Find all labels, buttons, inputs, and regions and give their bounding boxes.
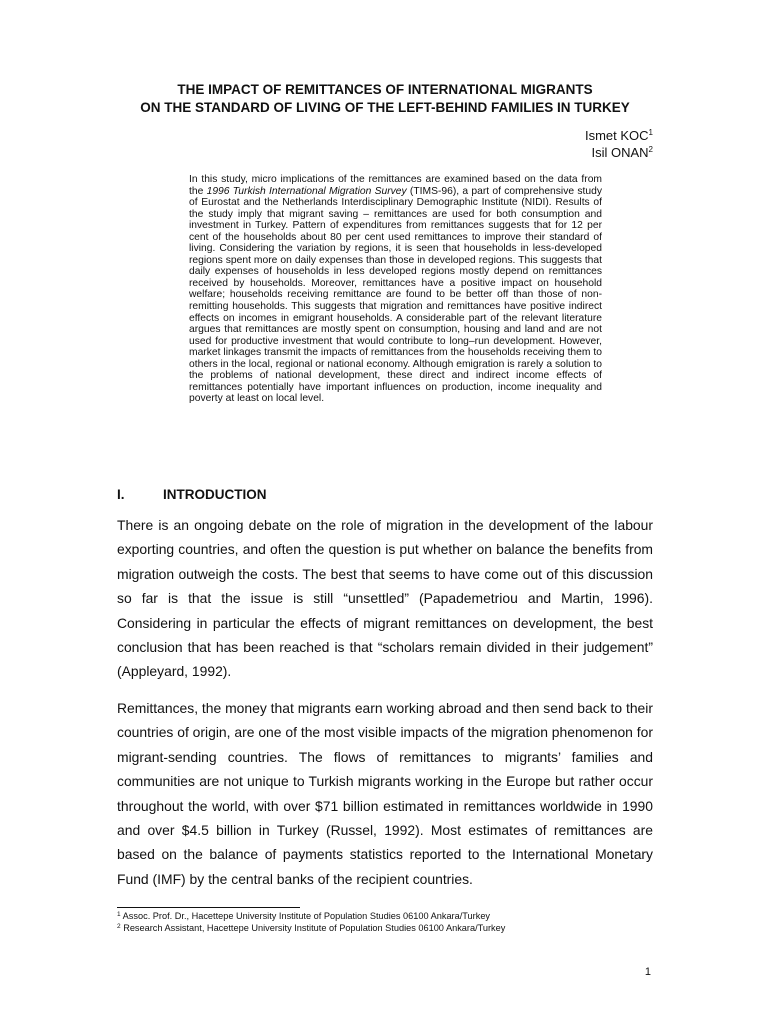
section-heading (117, 486, 657, 504)
footnote-2 (117, 923, 677, 935)
author-1 (585, 127, 653, 144)
footnote-1-text: Assoc. Prof. Dr., Hacettepe University Institute of Population Studies 06100 Ankara/Turkey (122, 911, 491, 921)
author-1-footnote-mark: 1 (648, 128, 653, 137)
author-2-name: Isil ONAN (591, 145, 649, 160)
footnotes (117, 911, 677, 934)
title-line-2: ON THE STANDARD OF LIVING OF THE LEFT-BEHIND FAMILIES IN TURKEY (140, 100, 630, 115)
paper-title (90, 81, 680, 117)
title-line-1: THE IMPACT OF REMITTANCES OF INTERNATIONAL MIGRANTS (177, 82, 593, 97)
abstract-survey-name: 1996 Turkish International Migration Survey (206, 185, 407, 197)
footnote-2-text: Research Assistant, Hacettepe University Institute of Population Studies 06100 Ankara/Turkey (123, 922, 506, 933)
author-2-footnote-mark: 2 (648, 145, 653, 154)
abstract (189, 174, 602, 405)
footnote-1-mark: 1 (117, 911, 121, 918)
author-2 (585, 144, 653, 161)
footnote-2-mark: 2 (117, 922, 121, 930)
abstract-text-start: In this study, micro implications of the remittances are examined based on the data from the (189, 174, 602, 197)
body-paragraph-2: Remittances, the money that migrants earn working abroad and then send back to their countries of origin, are one of the most visible impacts of the migration phenomenon for migrant-sending countries. The flows of remittances to migrants’ families and communities are not unique to Turkish migrants working in the Europe but rather occur throughout the world, with over $71 billion estimated in remittances worldwide in 1990 and over $4.5 billion in Turkey (Russel, 1992). Most estimates of remittances are based on the balance of payments statistics reported to the International Monetary Fund (IMF) by the central banks of the recipient countries. (117, 700, 653, 887)
author-list (585, 127, 653, 161)
body-paragraph-1: There is an ongoing debate on the role of migration in the development of the labour exporting countries, and often the question is put whether on balance the benefits from migration outweigh the costs. The best that seems to have come out of this discussion so far is that the issue is still “unsettled” (Papademetriou and Martin, 1996). Considering in particular the effects of migrant remittances on development, the best conclusion that has been reached is that “scholars remain divided in their judgement” (Appleyard, 1992). (117, 517, 653, 680)
section-number: I. (117, 487, 125, 502)
abstract-text-rest: (TIMS-96), a part of comprehensive study of Eurostat and the Netherlands Interdisciplinary Demographic Institute (NIDI). Results of the study imply that migrant saving – remittances are used for both consumption and investment in Turkey. Pattern of expenditures from remittances suggests that for 12 per cent of the households about 80 per cent used remittances to improve their standard of living. Considering the variation by regions, it is seen that households in less-developed regions spent more on daily expenses than those in developed regions. This suggests that daily expenses of households in less developed regions mostly depend on remittances received by households. Moreover, remittances have a positive impact on household welfare; households receiving remittance are found to be better off than those of non-remitting households. This suggests that migration and remittances have positive indirect effects on incomes in emigrant households. A considerable part of the relevant literature argues that remittances are mostly spent on consumption, housing and land and are not used for productive investment that would contribute to long–run development. However, market linkages transmit the impacts of remittances from the households receiving them to others in the local, regional or national economy. Although emigration is rarely a solution to the problems of national development, these direct and indirect income effects of remittances potentially have important influences on production, income inequality and poverty at least on local level. (189, 185, 602, 405)
footnote-divider (117, 907, 300, 908)
page-number: 1 (644, 966, 651, 978)
author-1-name: Ismet KOC (584, 128, 649, 143)
footnote-1 (117, 911, 677, 923)
section-title: INTRODUCTION (163, 487, 267, 502)
